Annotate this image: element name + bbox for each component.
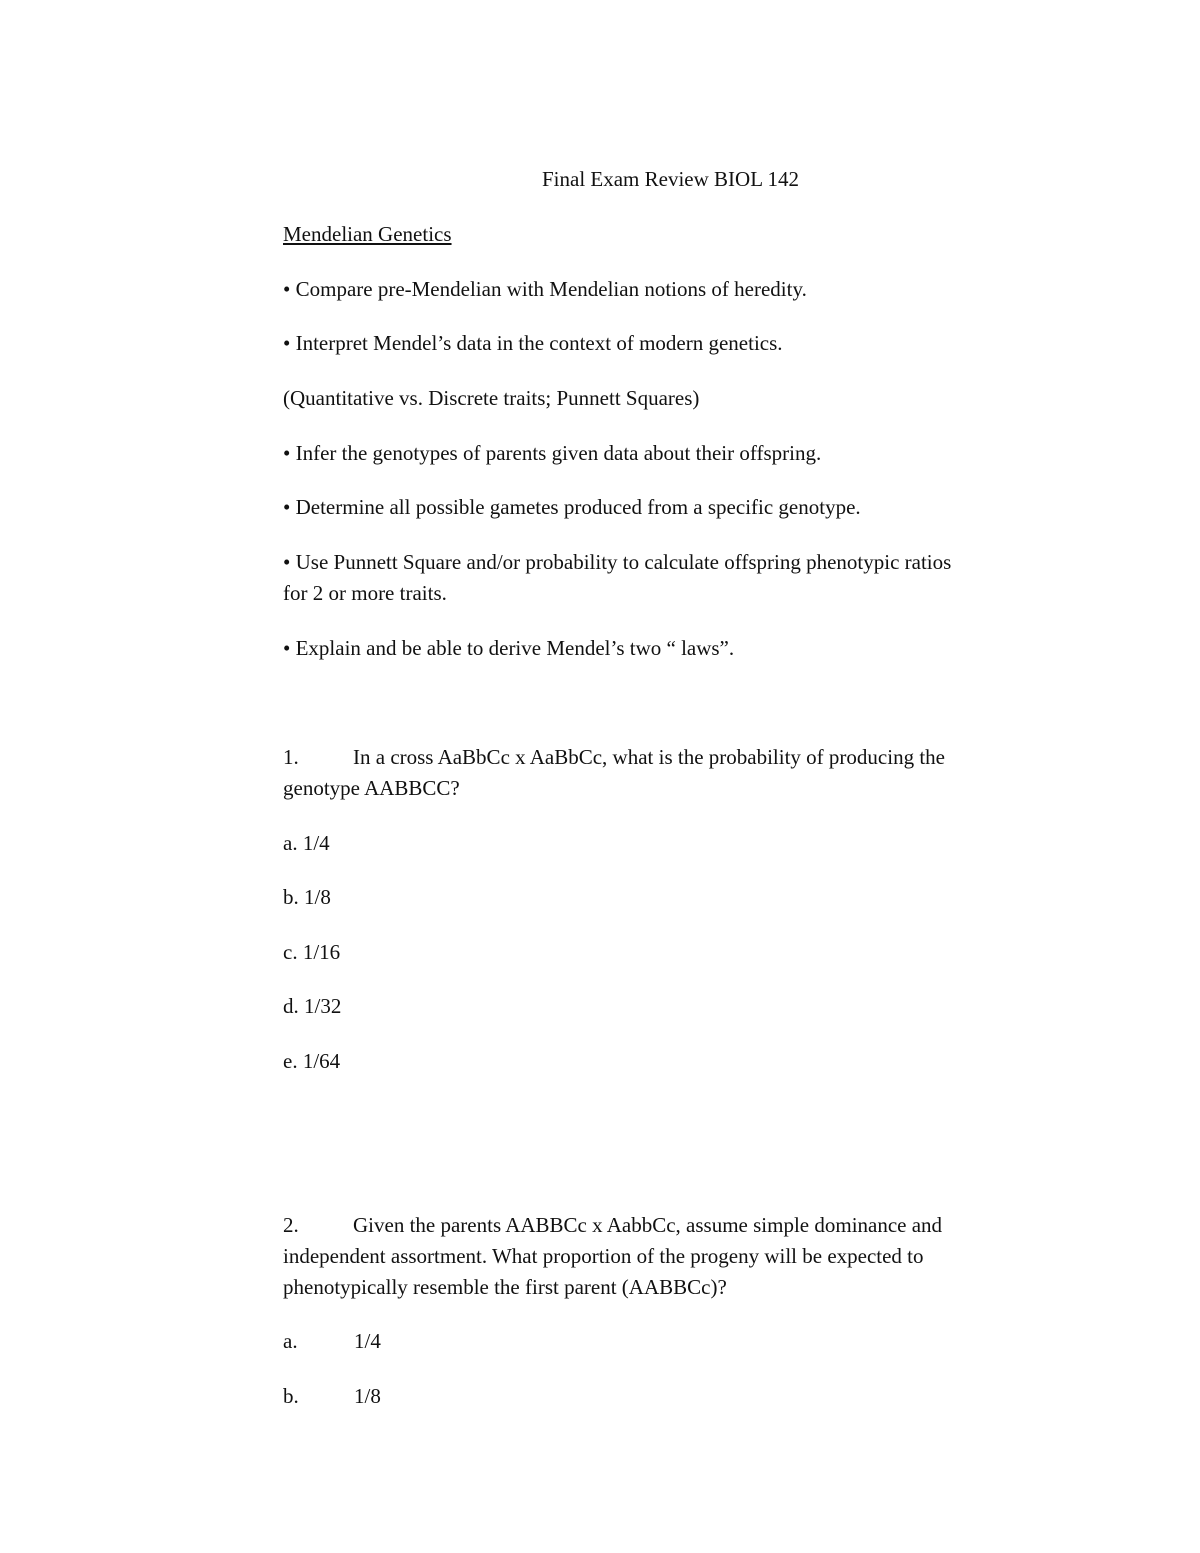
objective-item: • Use Punnett Square and/or probability to calculate offspring phenotypic ratios: [283, 550, 952, 574]
answer-option: d. 1/32: [283, 994, 342, 1018]
answer-option: a. 1/4: [283, 831, 330, 855]
objective-item: • Compare pre-Mendelian with Mendelian notions of heredity.: [283, 277, 807, 301]
page-title: Final Exam Review BIOL 142: [541, 167, 799, 191]
question-1-text-continued: genotype AABBCC?: [283, 776, 460, 800]
answer-option: [283, 1381, 381, 1412]
objective-item: • Determine all possible gametes produced from a specific genotype.: [283, 495, 861, 519]
answer-option: e. 1/64: [283, 1049, 341, 1073]
answer-option: [283, 1326, 381, 1357]
question-number: 2.: [283, 1213, 299, 1237]
question-text: In a cross AaBbCc x AaBbCc, what is the probability of producing the: [353, 745, 945, 769]
objective-item: • Explain and be able to derive Mendel’s two “ laws”.: [283, 636, 735, 660]
question-text: Given the parents AABBCc x AabbCc, assume simple dominance and: [353, 1213, 943, 1237]
question-2-text-continued: phenotypically resemble the first parent (AABBCc)?: [283, 1275, 727, 1299]
objective-item-continued: for 2 or more traits.: [283, 581, 447, 605]
question-2-text-continued: independent assortment. What proportion of the progeny will be expected to: [283, 1244, 924, 1268]
objective-item: • Interpret Mendel’s data in the context of modern genetics.: [283, 331, 783, 355]
question-number: 1.: [283, 745, 299, 769]
option-value: 1/4: [354, 1329, 381, 1353]
objective-note: (Quantitative vs. Discrete traits; Punnett Squares): [283, 386, 700, 410]
option-value: 1/8: [354, 1384, 381, 1408]
section-heading: Mendelian Genetics: [283, 222, 452, 246]
answer-option: b. 1/8: [283, 885, 331, 909]
option-label: a.: [283, 1329, 298, 1353]
option-label: b.: [283, 1384, 299, 1408]
answer-option: c. 1/16: [283, 940, 341, 964]
question-2: [283, 1210, 942, 1241]
objective-item: • Infer the genotypes of parents given data about their offspring.: [283, 441, 822, 465]
question-1: [283, 742, 945, 773]
